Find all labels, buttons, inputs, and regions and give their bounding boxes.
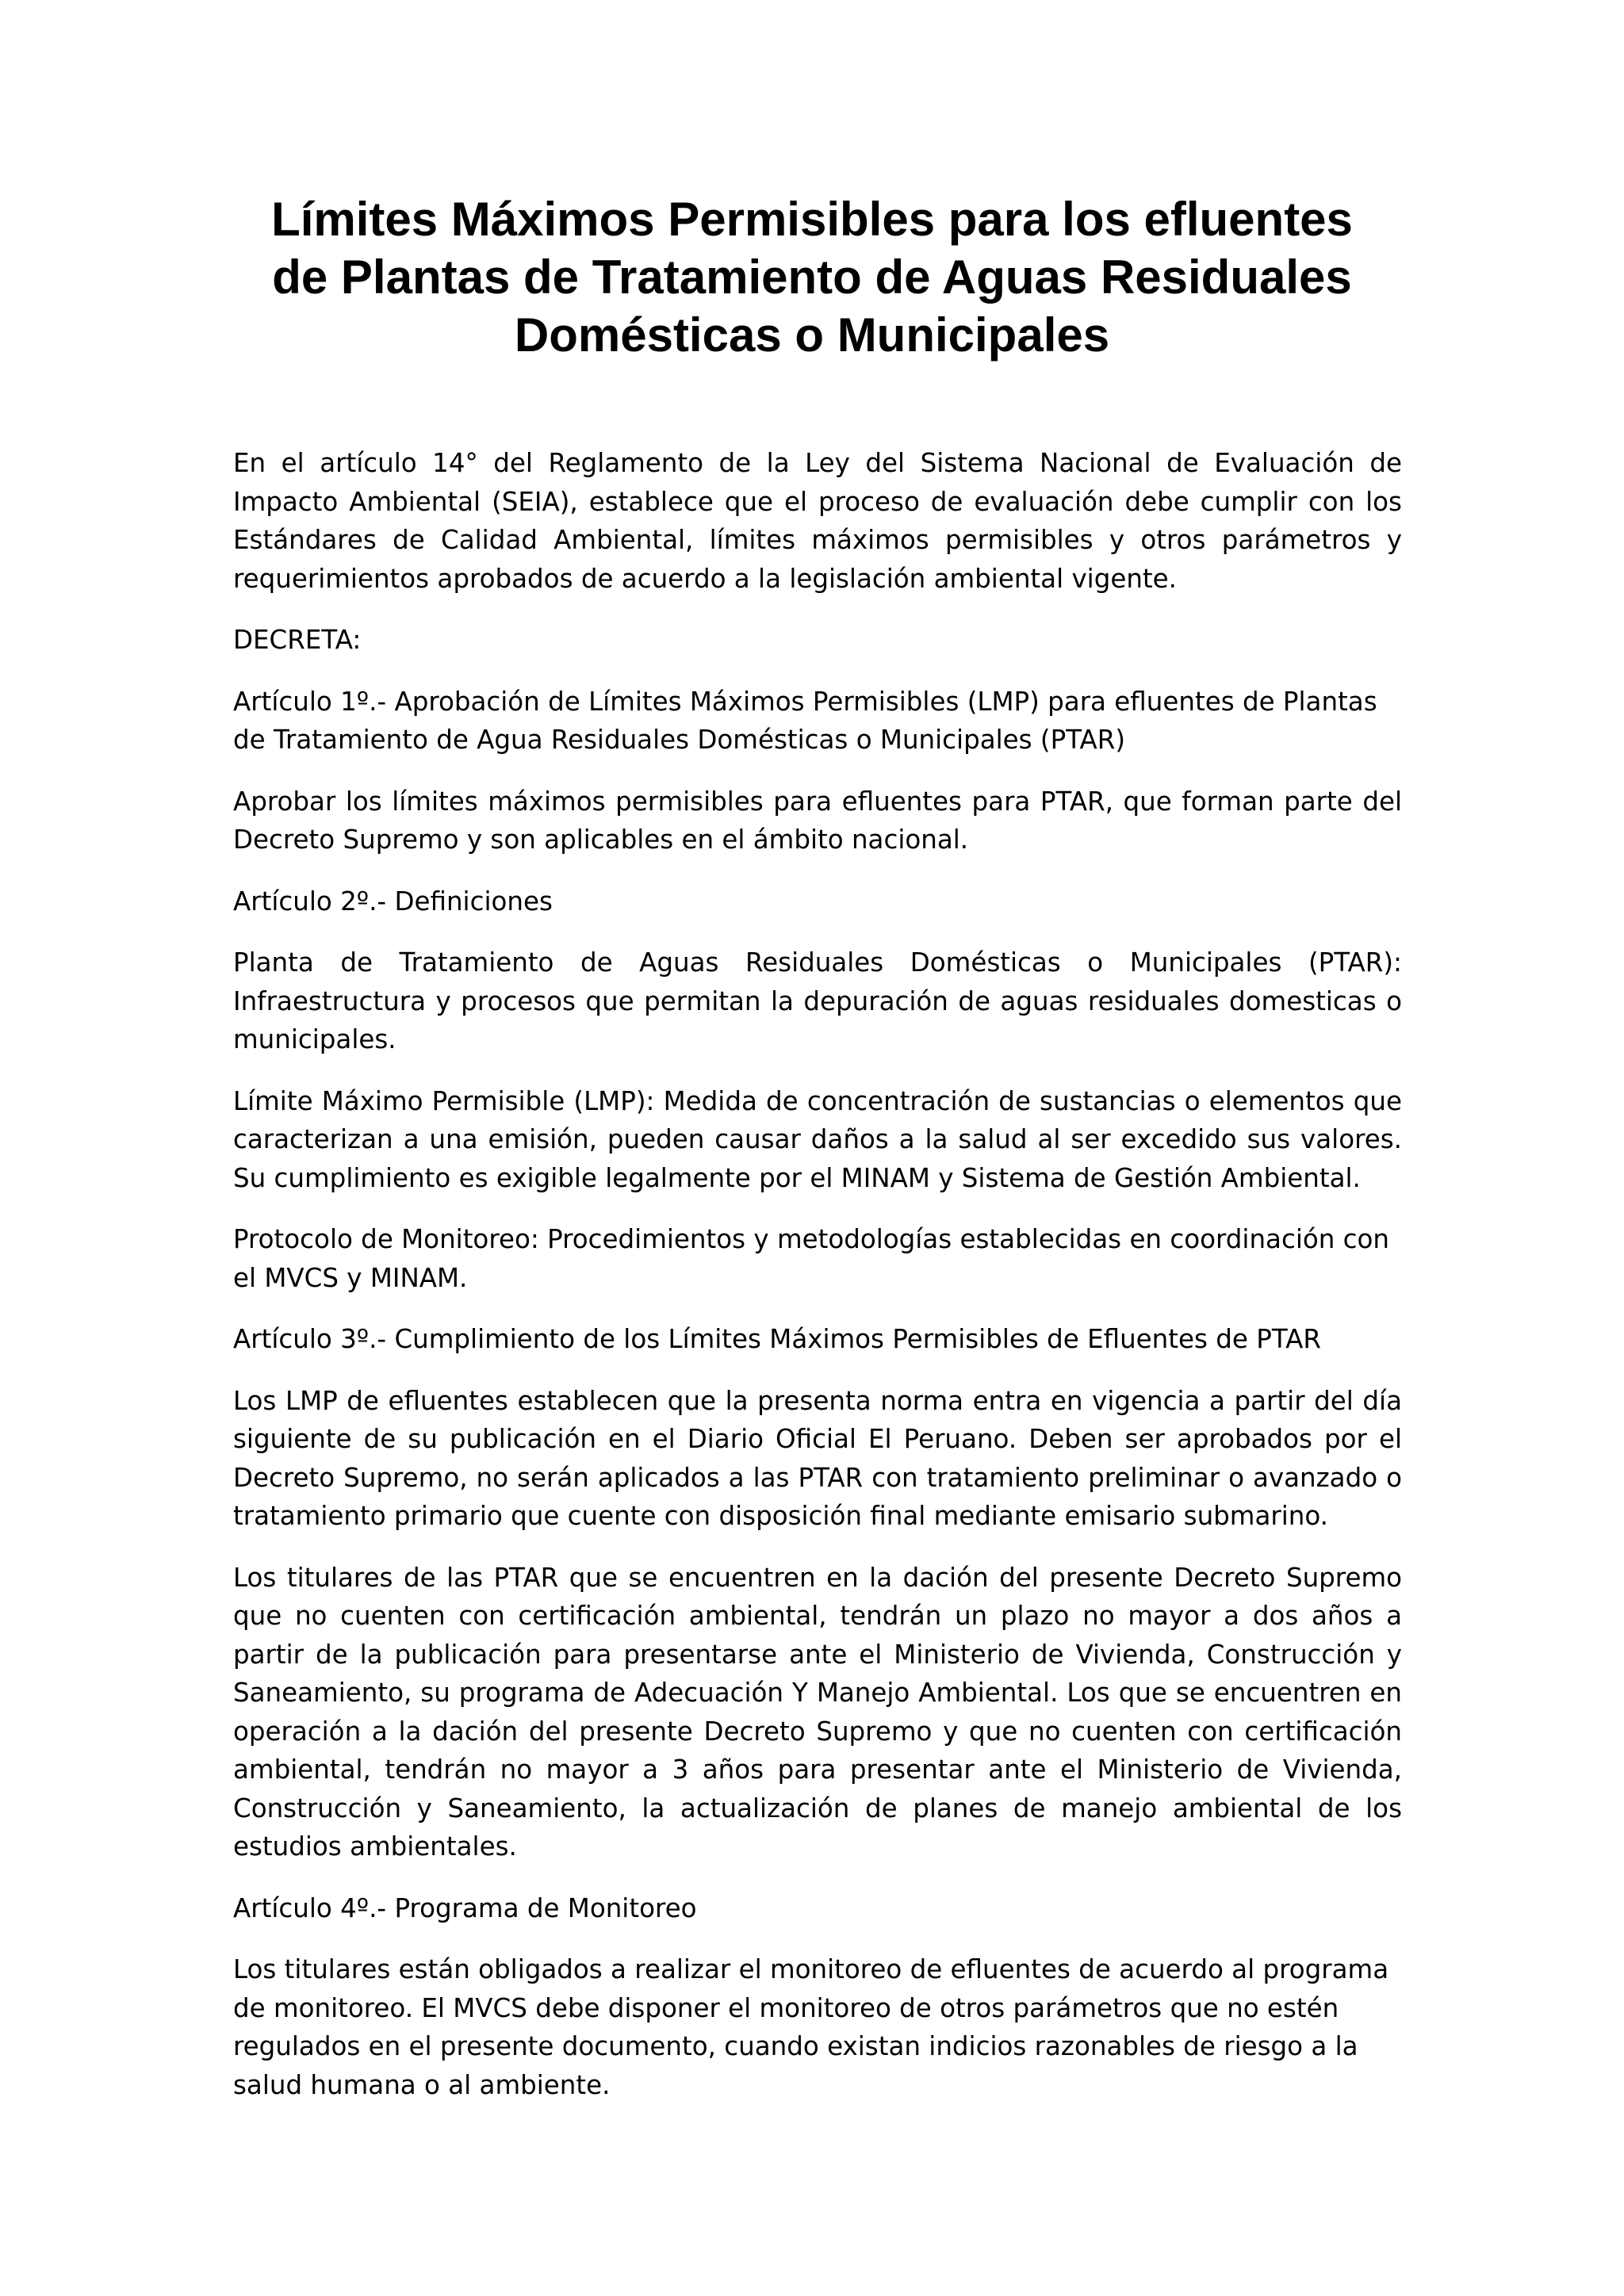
intro-paragraph: En el artículo 14° del Reglamento de la Ley del Sistema Nacional de Evaluación de Impacto Ambiental (SEIA), establece que el proceso de evaluación debe cumplir con los Estándares de Calidad Ambiental, límites máximos permisibles y otros parámetros y requerimientos aprobados de acuerdo a la legislación ambiental vigente. <box>233 448 1402 594</box>
article-3-heading: Artículo 3º.- Cumplimiento de los Límites Máximos Permisibles de Efluentes de PTAR <box>233 1324 1321 1354</box>
article-1-paragraph: Aprobar los límites máximos permisibles para efluentes para PTAR, que forman parte del Decreto Supremo y son aplicables en el ámbito nacional. <box>233 786 1402 855</box>
definition-protocolo: Protocolo de Monitoreo: Procedimientos y metodologías establecidas en coordinación con el MVCS y MINAM. <box>233 1224 1390 1293</box>
document-title <box>206 190 1418 364</box>
title-line: Domésticas o Municipales <box>514 308 1110 362</box>
decreta-heading: DECRETA: <box>233 625 362 655</box>
article-4-paragraph: Los titulares están obligados a realizar el monitoreo de efluentes de acuerdo al programa de monitoreo. El MVCS debe disponer el monitoreo de otros parámetros que no estén regulados en el presente documento, cuando existan indicios razonables de riesgo a la salud humana o al ambiente. <box>233 1954 1389 2100</box>
definition-ptar: Planta de Tratamiento de Aguas Residuales Domésticas o Municipales (PTAR): Infraestructura y procesos que permitan la depuración de aguas residuales domesticas o municipales. <box>233 947 1402 1054</box>
article-2-heading: Artículo 2º.- Definiciones <box>233 886 553 916</box>
title-line: de Plantas de Tratamiento de Aguas Residuales <box>272 251 1352 304</box>
article-1-heading: Artículo 1º.- Aprobación de Límites Máximos Permisibles (LMP) para efluentes de Plantas de Tratamiento de Agua Residuales Domésticas o Municipales (PTAR) <box>233 686 1377 755</box>
title-line: Límites Máximos Permisibles para los efluentes <box>271 193 1353 246</box>
article-3-paragraph-1: Los LMP de efluentes establecen que la presenta norma entra en vigencia a partir del día siguiente de su publicación en el Diario Oficial El Peruano. Deben ser aprobados por el Decreto Supremo, no serán aplicados a las PTAR con tratamiento preliminar o avanzado o tratamiento primario que cuente con disposición final mediante emisario submarino. <box>233 1385 1402 1531</box>
document-body <box>233 444 1402 2127</box>
article-4-heading: Artículo 4º.- Programa de Monitoreo <box>233 1892 697 1923</box>
article-3-paragraph-2: Los titulares de las PTAR que se encuentren en la dación del presente Decreto Supremo que no cuenten con certificación ambiental, tendrán un plazo no mayor a dos años a partir de la publicación para presentarse ante el Ministerio de Vivienda, Construcción y Saneamiento, su programa de Adecuación Y Manejo Ambiental. Los que se encuentren en operación a la dación del presente Decreto Supremo y que no cuenten con certificación ambiental, tendrán no mayor a 3 años para presentar ante el Ministerio de Vivienda, Construcción y Saneamiento, la actualización de planes de manejo ambiental de los estudios ambientales. <box>233 1562 1402 1862</box>
definition-lmp: Límite Máximo Permisible (LMP): Medida de concentración de sustancias o elementos que caracterizan a una emisión, pueden causar daños a la salud al ser excedido sus valores. Su cumplimiento es exigible legalmente por el MINAM y Sistema de Gestión Ambiental. <box>233 1085 1402 1193</box>
